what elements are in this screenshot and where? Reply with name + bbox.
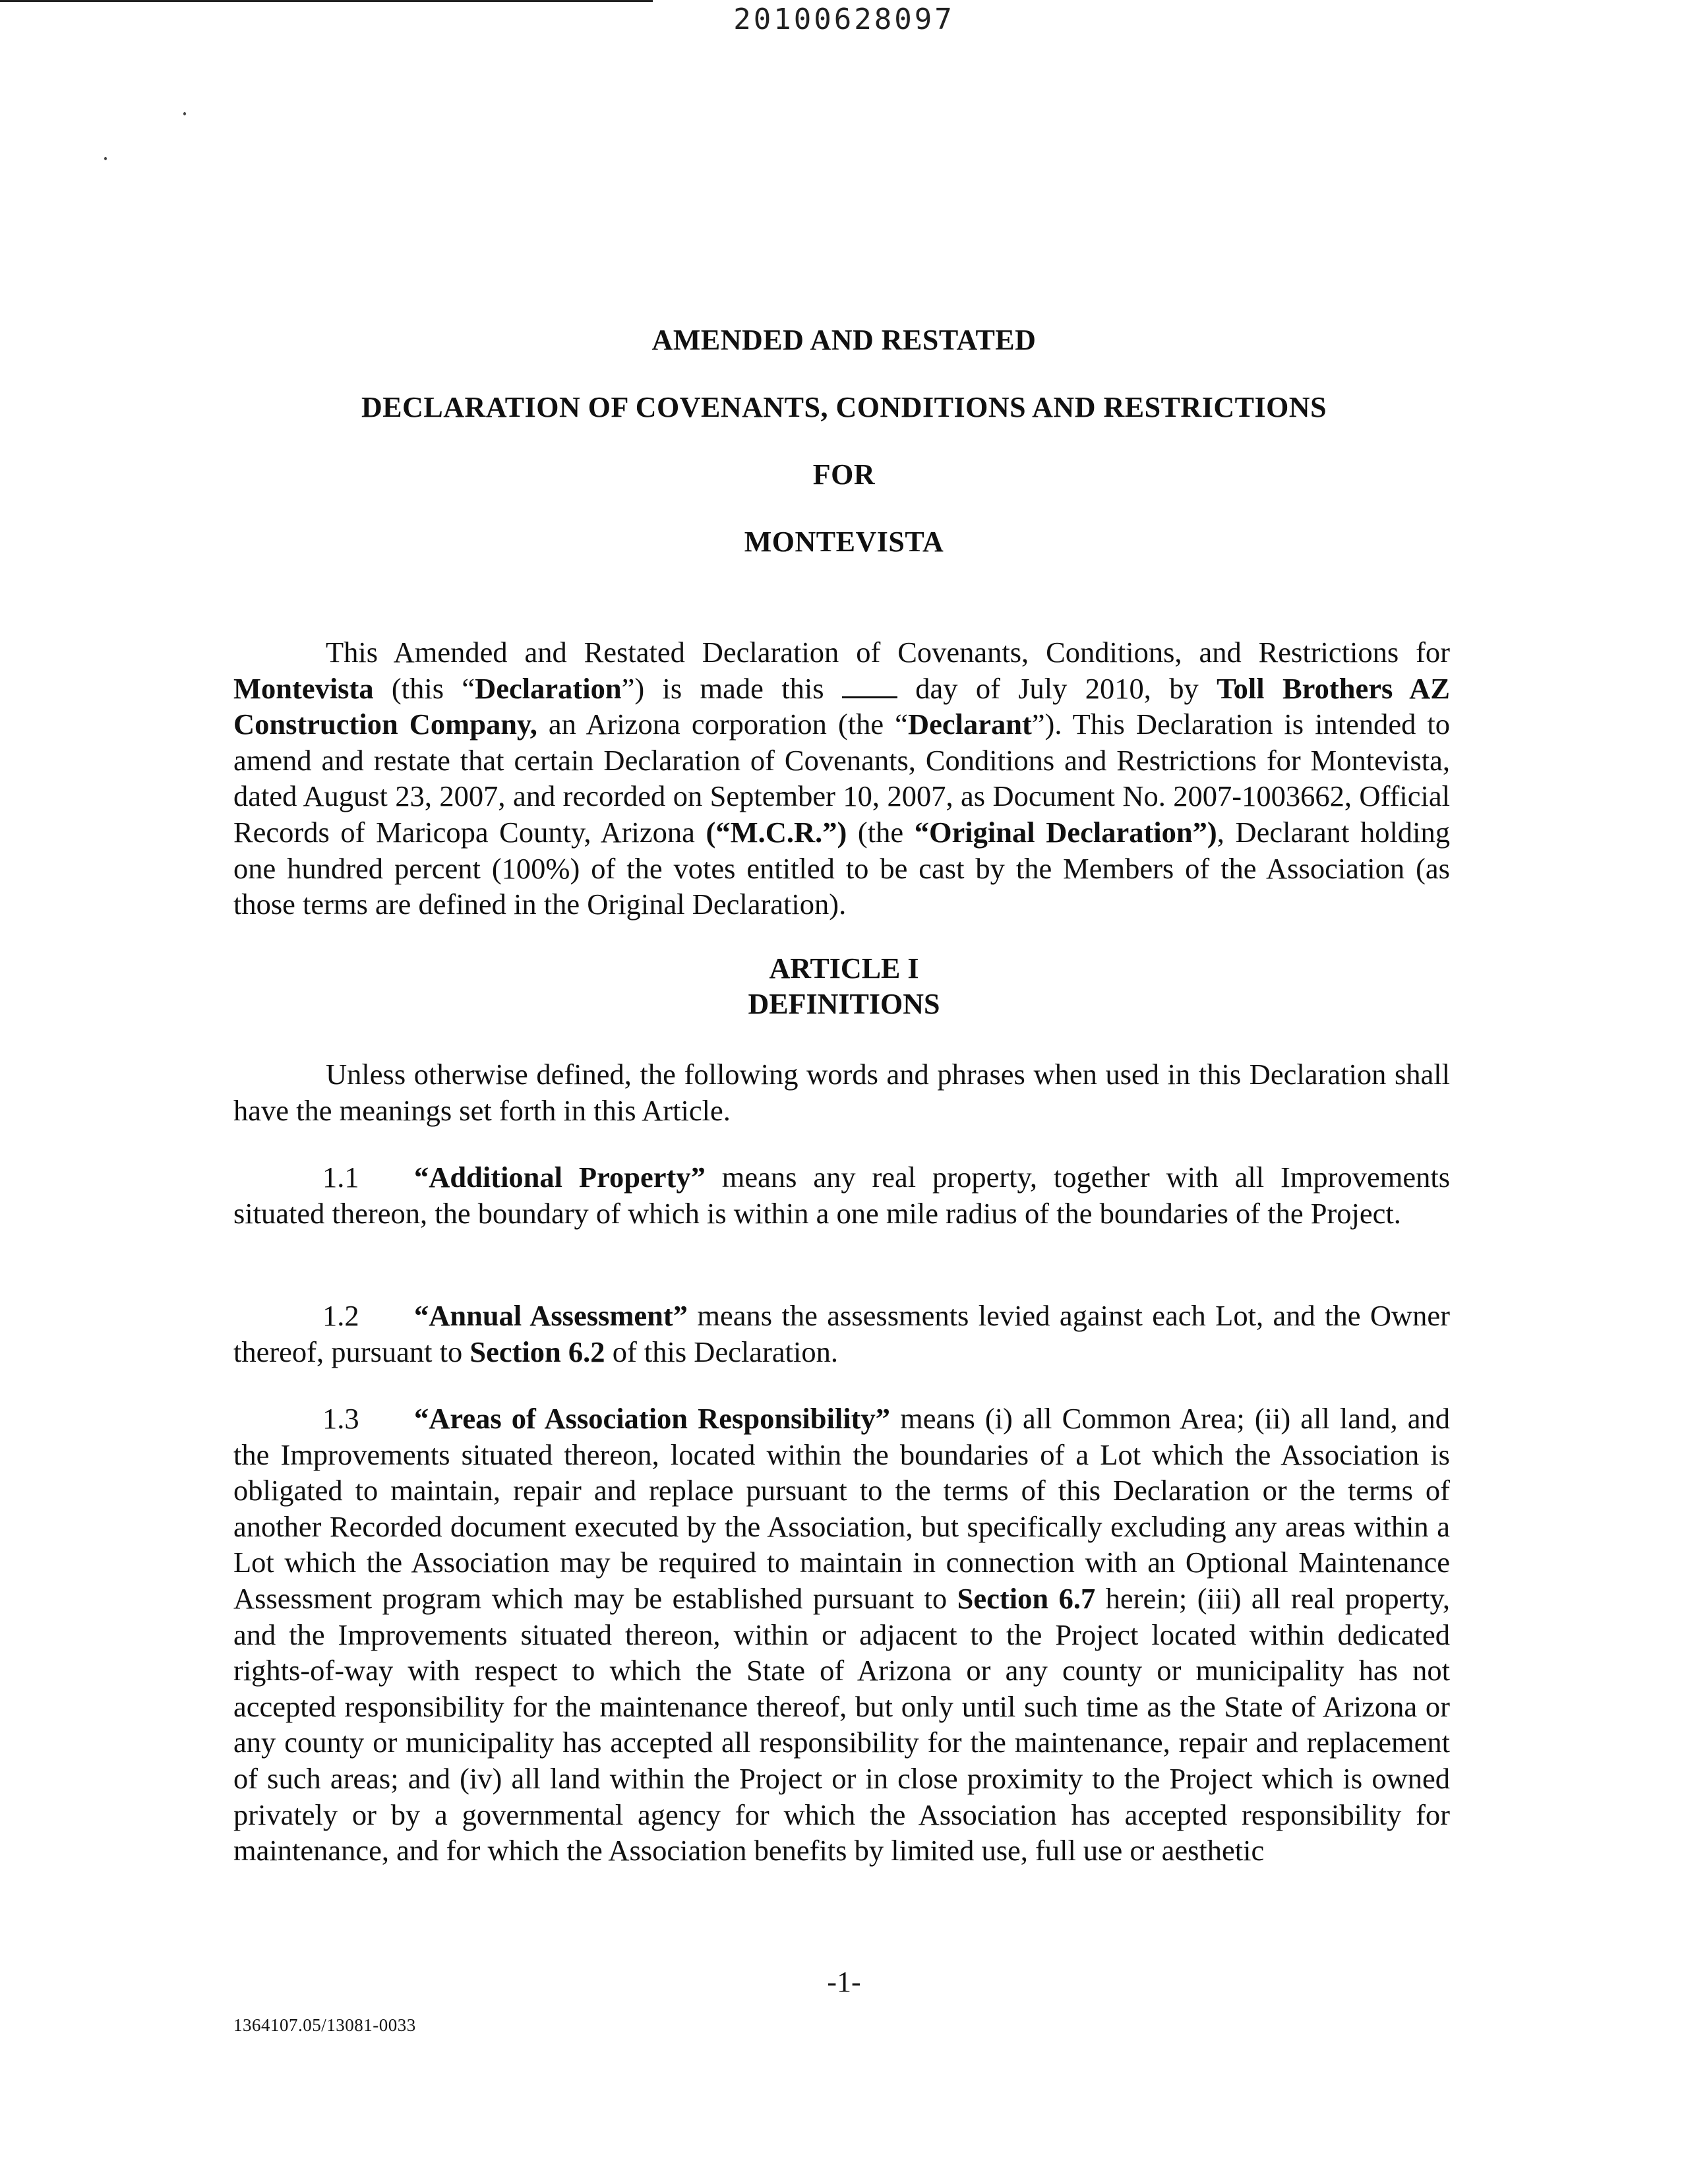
date-blank-line (842, 674, 897, 698)
recording-number: 20100628097 (733, 3, 955, 36)
definition-1-2: 1.2 “Annual Assessment” means the assessments levied against each Lot, and the Owner thereof, pursuant to Section 6.2 of this Declaration. (233, 1299, 1451, 1368)
scan-speck (183, 112, 186, 115)
top-rule (0, 0, 653, 2)
page-number: -1- (827, 1966, 861, 1998)
title-line-3: FOR (812, 458, 876, 491)
title-line-4: MONTEVISTA (744, 526, 944, 558)
title-line-2: DECLARATION OF COVENANTS, CONDITIONS AND RESTRICTIONS (361, 391, 1327, 423)
preamble-paragraph: This Amended and Restated Declaration of Covenants, Conditions, and Restrictions for Montevista (this “Declaration”) is made this day of July 2010, by Toll Brothers AZ Construction Company, an Arizona corporation (the “Declarant”). This Declaration is intended to amend and restate that certain Declaration of Covenants, Conditions and Restrictions for Montevista, dated August 23, 2007, and recorded on September 10, 2007, as Document No. 2007-1003662, Official Records of Maricopa County, Arizona (“M.C.R.”) (the “Original Declaration”), Declarant holding one hundred percent (100%) of the votes entitled to be cast by the Members of the Association (as those terms are defined in the Original Declaration). (233, 636, 1450, 921)
definition-1-3: 1.3 “Areas of Association Responsibility” means (i) all Common Area; (ii) all land, and the Improvements situated thereon, located within the boundaries of a Lot which the Association is obligated to maintain, repair and replace pursuant to the terms of this Declaration or the terms of another Recorded document executed by the Association, but specifically excluding any areas within a Lot which the Association may be required to maintain in connection with an Optional Maintenance Assessment program which may be established pursuant to Section 6.7 herein; (iii) all real property, and the Improvements situated thereon, within or adjacent to the Project located within dedicated rights-of-way with respect to which the State of Arizona or any county or municipality has not accepted responsibility for the maintenance thereof, but only until such time as the State of Arizona or any county or municipality has accepted all responsibility for the maintenance, repair and replacement of such areas; and (iv) all land within the Project or in close proximity to the Project which is owned privately or by a governmental agency for which the Association has accepted responsibility for maintenance, and for which the Association benefits by limited use, full use or aesthetic (233, 1402, 1451, 1867)
definitions-intro: Unless otherwise defined, the following words and phrases when used in this Declaration shall have the meanings set forth in this Article. (233, 1058, 1450, 1127)
definition-1-1: 1.1 “Additional Property” means any real property, together with all Improvements situated thereon, the boundary of which is within a one mile radius of the boundaries of the Project. (233, 1161, 1451, 1230)
article-number: ARTICLE I (769, 952, 919, 985)
scan-speck (104, 157, 107, 160)
title-line-1: AMENDED AND RESTATED (651, 324, 1037, 356)
article-title: DEFINITIONS (748, 988, 940, 1020)
document-code: 1364107.05/13081-0033 (233, 2015, 416, 2035)
